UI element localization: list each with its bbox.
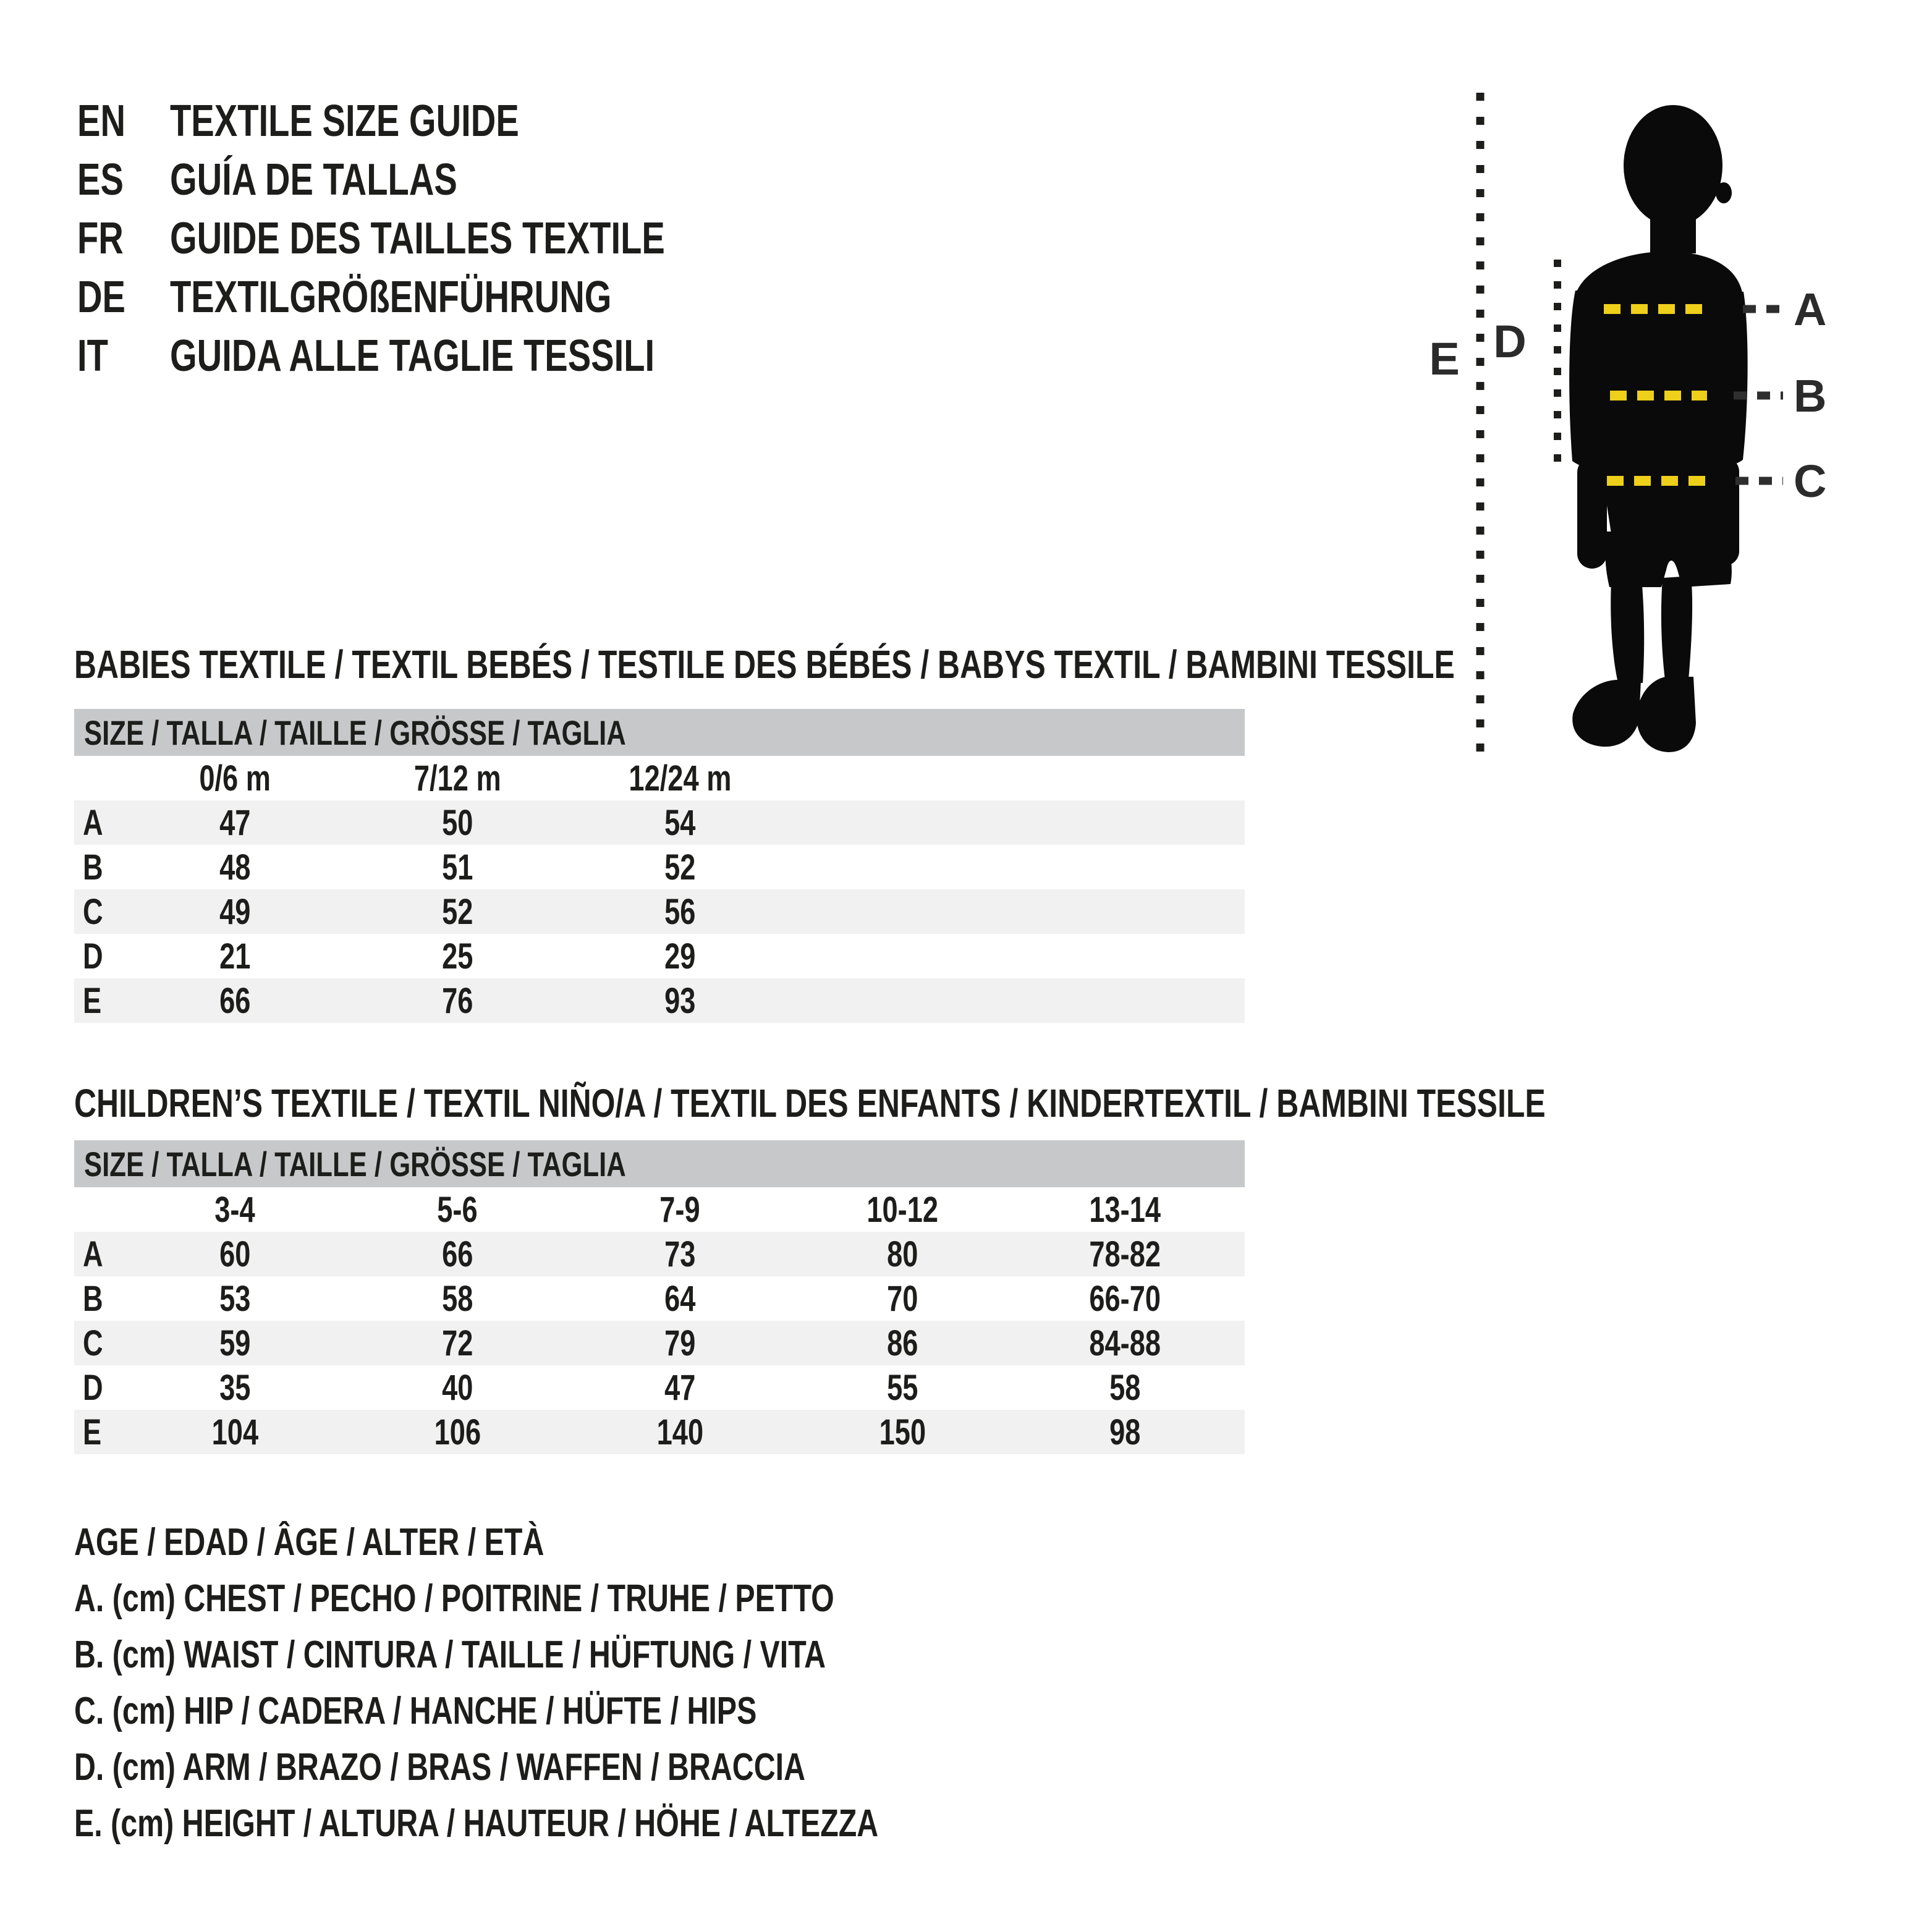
- legend-item-waist: B. (cm) WAIST / CINTURA / TAILLE / HÜFTUNG / VITA: [74, 1633, 826, 1676]
- label-b: B: [1794, 370, 1827, 422]
- table-row: B 53 58 64 70 66-70: [83, 1278, 1161, 1319]
- language-title-es: GUÍA DE TALLAS: [170, 155, 457, 205]
- babies-section-heading: BABIES TEXTILE / TEXTIL BEBÉS / TESTILE DES BÉBÉS / BABYS TEXTIL / BAMBINI TESSILE: [74, 642, 1455, 687]
- babies-size-header-bar: SIZE / TALLA / TAILLE / GRÖSSE / TAGLIA: [74, 709, 1245, 756]
- children-col-4: 13-14: [1089, 1189, 1161, 1230]
- language-code-en: EN: [77, 96, 126, 146]
- language-title-it: GUIDA ALLE TAGLIE TESSILI: [170, 331, 655, 381]
- table-row: A 60 66 73 80 78-82: [74, 1232, 1245, 1276]
- label-d: D: [1493, 316, 1527, 367]
- label-c: C: [1794, 455, 1827, 507]
- children-section-heading: CHILDREN’S TEXTILE / TEXTIL NIÑO/A / TEXTIL DES ENFANTS / KINDERTEXTIL / BAMBINI TESSILE: [74, 1081, 1546, 1125]
- measurement-legend: [74, 1514, 1105, 1852]
- legend-item-chest: A. (cm) CHEST / PECHO / POITRINE / TRUHE / PETTO: [74, 1577, 834, 1620]
- legend-item-hip: C. (cm) HIP / CADERA / HANCHE / HÜFTE / HIPS: [74, 1690, 757, 1732]
- language-title-en: TEXTILE SIZE GUIDE: [170, 96, 519, 146]
- language-row-es: [77, 150, 805, 209]
- table-row: C 49 52 56: [74, 889, 1245, 934]
- children-col-0: 3-4: [214, 1189, 255, 1230]
- language-title-de: TEXTILGRÖßENFÜHRUNG: [170, 272, 612, 322]
- language-row-fr: [77, 209, 805, 268]
- table-row: E 104 106 140 150 98: [74, 1410, 1245, 1454]
- child-silhouette-icon: [1421, 87, 1932, 803]
- table-row: D 21 25 29: [83, 936, 696, 977]
- label-a: A: [1794, 284, 1827, 335]
- children-col-3: 10-12: [866, 1189, 938, 1230]
- language-title-fr: GUIDE DES TAILLES TEXTILE: [170, 213, 665, 263]
- babies-column-header-row: [74, 756, 1245, 800]
- language-code-es: ES: [77, 155, 124, 205]
- label-e: E: [1429, 333, 1460, 384]
- babies-col-0: 0/6 m: [199, 758, 271, 799]
- language-row-it: [77, 326, 805, 385]
- children-size-table: [74, 1140, 1245, 1454]
- table-row: D 35 40 47 55 58: [83, 1367, 1141, 1408]
- babies-col-1: 7/12 m: [413, 758, 501, 799]
- measurement-diagram: [1421, 87, 1932, 803]
- language-code-de: DE: [77, 272, 126, 322]
- babies-col-2: 12/24 m: [628, 758, 731, 799]
- language-title-list: [77, 91, 805, 385]
- table-row: A 47 50 54: [74, 800, 1245, 845]
- children-column-header-row: [74, 1187, 1245, 1232]
- legend-age-line: AGE / EDAD / ÂGE / ALTER / ETÀ: [74, 1521, 544, 1564]
- language-row-en: [77, 91, 805, 150]
- language-row-de: [77, 268, 805, 326]
- legend-item-height: E. (cm) HEIGHT / ALTURA / HAUTEUR / HÖHE / ALTEZZA: [74, 1802, 879, 1845]
- language-code-it: IT: [77, 331, 108, 381]
- table-row: B 48 51 52: [83, 847, 696, 888]
- table-row: C 59 72 79 86 84-88: [74, 1321, 1245, 1365]
- table-row: E 66 76 93: [74, 978, 1245, 1023]
- legend-item-arm: D. (cm) ARM / BRAZO / BRAS / WAFFEN / BRACCIA: [74, 1746, 806, 1789]
- children-col-1: 5-6: [437, 1189, 478, 1230]
- children-col-2: 7-9: [659, 1189, 700, 1230]
- babies-size-table: [74, 709, 1245, 1023]
- language-code-fr: FR: [77, 213, 124, 263]
- children-size-header-bar: SIZE / TALLA / TAILLE / GRÖSSE / TAGLIA: [74, 1140, 1245, 1187]
